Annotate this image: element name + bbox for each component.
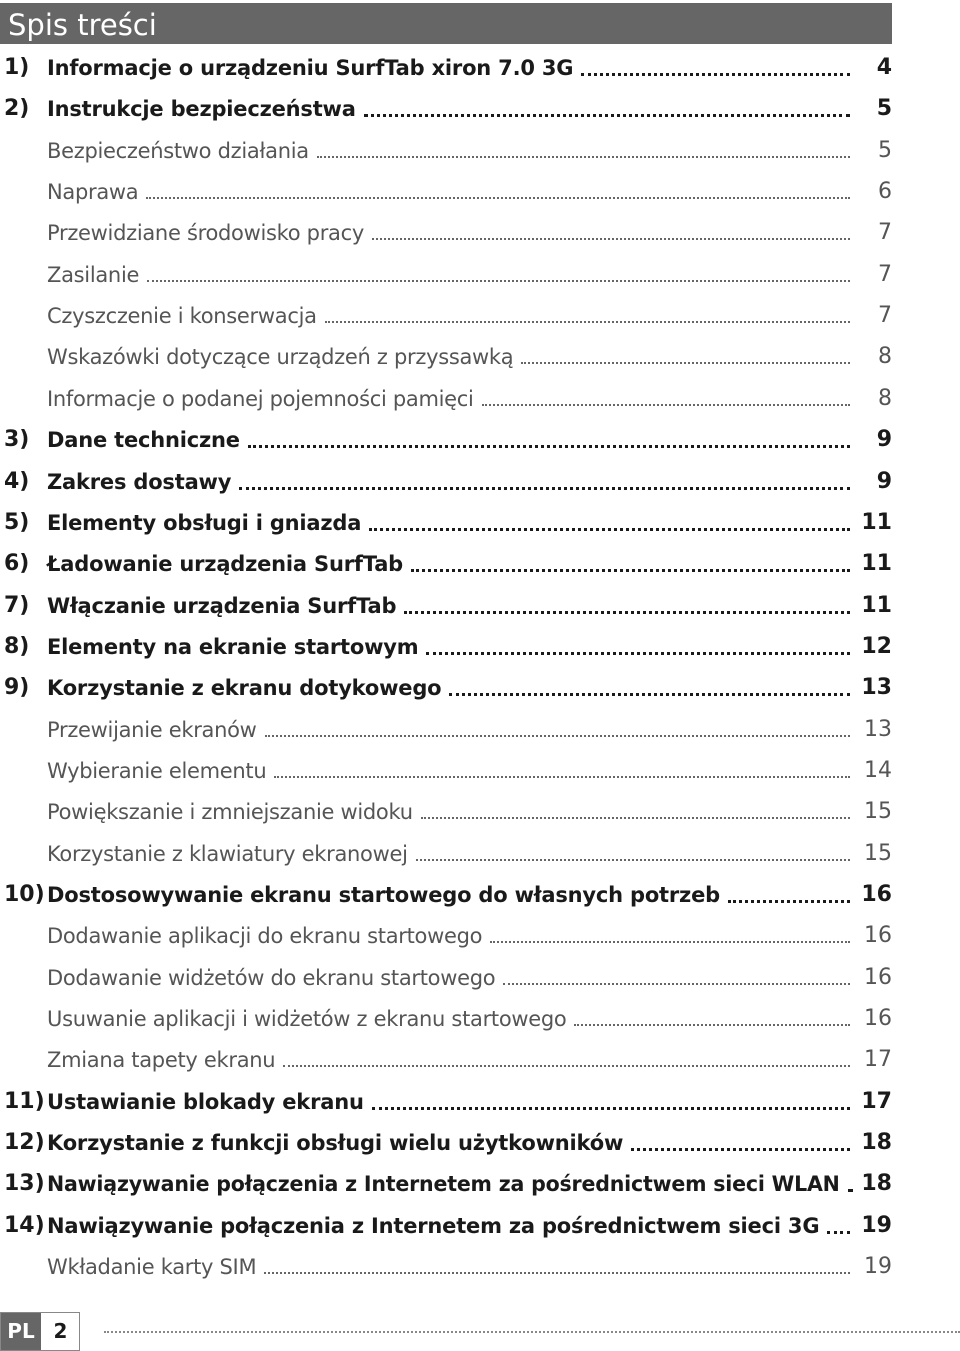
toc-entry-number: 14) (4, 1213, 45, 1238)
toc-entry-number: 13) (4, 1171, 45, 1196)
toc-entry-page: 7 (878, 220, 892, 245)
toc-entry-number: 10) (4, 882, 45, 907)
toc-entry-title: Zasilanie (47, 263, 140, 287)
toc-entry-page: 9 (876, 427, 892, 452)
toc-entry-title: Korzystanie z funkcji obsługi wielu użytkowników (47, 1131, 624, 1155)
toc-entry[interactable] (0, 796, 900, 828)
toc-entry[interactable] (0, 93, 900, 125)
toc-dot-leader (416, 859, 850, 861)
toc-entry[interactable] (0, 1044, 900, 1076)
toc-entry-title: Włączanie urządzenia SurfTab (47, 594, 397, 618)
footer-divider (104, 1331, 960, 1333)
toc-dot-leader (426, 652, 850, 655)
toc-entry-page: 15 (864, 799, 892, 824)
toc-entry-title: Dane techniczne (47, 428, 240, 452)
toc-entry[interactable] (0, 217, 900, 249)
toc-entry[interactable] (0, 424, 900, 456)
toc-header-bar (0, 3, 892, 44)
page-title: Spis treści (8, 8, 157, 42)
toc-dot-leader (503, 983, 850, 985)
toc-entry-page: 11 (861, 510, 892, 535)
toc-dot-leader (631, 1148, 850, 1151)
toc-entry[interactable] (0, 176, 900, 208)
toc-entry-title: Czyszczenie i konserwacja (47, 304, 317, 328)
toc-dot-leader (239, 487, 850, 490)
toc-entry-title: Zmiana tapety ekranu (47, 1048, 276, 1072)
toc-entry-number: 3) (4, 427, 30, 452)
toc-entry-page: 18 (861, 1130, 892, 1155)
toc-entry-number: 9) (4, 675, 30, 700)
toc-entry[interactable] (0, 1251, 900, 1283)
toc-entry-title: Korzystanie z ekranu dotykowego (47, 676, 442, 700)
toc-dot-leader (248, 445, 850, 448)
toc-entry[interactable] (0, 383, 900, 415)
toc-dot-leader (848, 1189, 850, 1192)
toc-entry-page: 13 (861, 675, 892, 700)
toc-entry-page: 14 (864, 758, 892, 783)
toc-entry[interactable] (0, 672, 900, 704)
toc-entry-page: 4 (876, 55, 892, 80)
toc-entry-title: Dodawanie aplikacji do ekranu startowego (47, 924, 483, 948)
toc-entry[interactable] (0, 590, 900, 622)
language-label: PL (1, 1313, 41, 1350)
toc-dot-leader (372, 238, 850, 240)
toc-dot-leader (581, 73, 850, 76)
toc-dot-leader (283, 1065, 850, 1067)
toc-dot-leader (827, 1231, 850, 1234)
toc-entry-page: 8 (878, 386, 892, 411)
toc-dot-leader (449, 693, 850, 696)
toc-entry-title: Naprawa (47, 180, 139, 204)
toc-entry[interactable] (0, 1210, 900, 1242)
toc-entry-title: Zakres dostawy (47, 470, 232, 494)
toc-dot-leader (372, 1107, 850, 1110)
toc-entry-page: 7 (878, 303, 892, 328)
toc-dot-leader (490, 941, 850, 943)
toc-entry[interactable] (0, 135, 900, 167)
toc-dot-leader (521, 362, 850, 364)
toc-entry[interactable] (0, 548, 900, 580)
toc-dot-leader (317, 156, 850, 158)
toc-dot-leader (369, 528, 850, 531)
toc-entry[interactable] (0, 259, 900, 291)
toc-entry-title: Instrukcje bezpieczeństwa (47, 97, 356, 121)
toc-entry-number: 12) (4, 1130, 45, 1155)
toc-entry[interactable] (0, 714, 900, 746)
toc-entry-number: 8) (4, 634, 30, 659)
toc-entry-page: 19 (864, 1254, 892, 1279)
toc-entry-page: 18 (861, 1171, 892, 1196)
toc-entry-title: Wkładanie karty SIM (47, 1255, 257, 1279)
toc-entry-page: 16 (864, 1006, 892, 1031)
toc-entry[interactable] (0, 507, 900, 539)
toc-entry-number: 4) (4, 469, 30, 494)
toc-entry[interactable] (0, 300, 900, 332)
toc-entry-title: Informacje o podanej pojemności pamięci (47, 387, 474, 411)
toc-entry-page: 8 (878, 344, 892, 369)
toc-entry-number: 2) (4, 96, 30, 121)
toc-entry[interactable] (0, 962, 900, 994)
toc-entry-page: 13 (864, 717, 892, 742)
toc-entry-page: 6 (878, 179, 892, 204)
toc-entry[interactable] (0, 1127, 900, 1159)
toc-entry-title: Bezpieczeństwo działania (47, 139, 309, 163)
toc-entry[interactable] (0, 341, 900, 373)
toc-entry-title: Nawiązywanie połączenia z Internetem za pośrednictwem sieci WLAN (47, 1172, 840, 1196)
toc-entry-page: 19 (861, 1213, 892, 1238)
toc-entry[interactable] (0, 755, 900, 787)
toc-entry-number: 5) (4, 510, 30, 535)
toc-entry[interactable] (0, 631, 900, 663)
toc-entry-title: Nawiązywanie połączenia z Internetem za pośrednictwem sieci 3G (47, 1214, 820, 1238)
toc-entry-number: 7) (4, 593, 30, 618)
page-number: 2 (53, 1319, 68, 1343)
toc-entry-number: 1) (4, 55, 30, 80)
toc-dot-leader (421, 817, 850, 819)
toc-entry-title: Dostosowywanie ekranu startowego do własnych potrzeb (47, 883, 720, 907)
toc-entry-page: 5 (878, 138, 892, 163)
toc-entry-title: Informacje o urządzeniu SurfTab xiron 7.0 3G (47, 56, 574, 80)
toc-entry-page: 17 (864, 1047, 892, 1072)
toc-dot-leader (364, 114, 850, 117)
toc-entry-page: 16 (864, 923, 892, 948)
toc-entry-page: 16 (861, 882, 892, 907)
toc-entry[interactable] (0, 1086, 900, 1118)
toc-entry-title: Ustawianie blokady ekranu (47, 1090, 364, 1114)
toc-entry-page: 16 (864, 965, 892, 990)
toc-entry-number: 11) (4, 1089, 45, 1114)
toc-entry-title: Korzystanie z klawiatury ekranowej (47, 842, 408, 866)
toc-entry[interactable] (0, 920, 900, 952)
toc-entry-page: 12 (861, 634, 892, 659)
toc-entry[interactable] (0, 838, 900, 870)
toc-dot-leader (482, 404, 850, 406)
toc-dot-leader (574, 1024, 850, 1026)
toc-dot-leader (728, 900, 850, 903)
toc-entry-title: Elementy na ekranie startowym (47, 635, 419, 659)
toc-dot-leader (411, 569, 850, 572)
toc-entry-number: 6) (4, 551, 30, 576)
toc-dot-leader (274, 776, 850, 778)
page-footer-badge (0, 1312, 80, 1351)
toc-entry-page: 9 (876, 469, 892, 494)
toc-entry-page: 17 (861, 1089, 892, 1114)
toc-dot-leader (147, 280, 850, 282)
toc-dot-leader (404, 611, 850, 614)
toc-entry-title: Przewijanie ekranów (47, 718, 257, 742)
toc-entry[interactable] (0, 52, 900, 84)
toc-entry-page: 15 (864, 841, 892, 866)
toc-entry-page: 11 (861, 593, 892, 618)
toc-entry-page: 11 (861, 551, 892, 576)
toc-entry-title: Dodawanie widżetów do ekranu startowego (47, 966, 496, 990)
toc-entry-page: 5 (876, 96, 892, 121)
toc-entry-title: Wskazówki dotyczące urządzeń z przyssawką (47, 345, 514, 369)
toc-entry[interactable] (0, 879, 900, 911)
toc-entry-title: Ładowanie urządzenia SurfTab (47, 552, 404, 576)
toc-entry[interactable] (0, 466, 900, 498)
toc-entry-page: 7 (878, 262, 892, 287)
toc-entry-title: Usuwanie aplikacji i widżetów z ekranu startowego (47, 1007, 567, 1031)
toc-dot-leader (325, 321, 850, 323)
toc-entry-title: Wybieranie elementu (47, 759, 267, 783)
toc-dot-leader (265, 735, 850, 737)
toc-entry[interactable] (0, 1003, 900, 1035)
toc-dot-leader (146, 197, 850, 199)
toc-entry-title: Powiększanie i zmniejszanie widoku (47, 800, 413, 824)
toc-entry-title: Przewidziane środowisko pracy (47, 221, 364, 245)
toc-entry[interactable] (0, 1168, 900, 1200)
toc-entry-title: Elementy obsługi i gniazda (47, 511, 362, 535)
toc-dot-leader (264, 1272, 850, 1274)
